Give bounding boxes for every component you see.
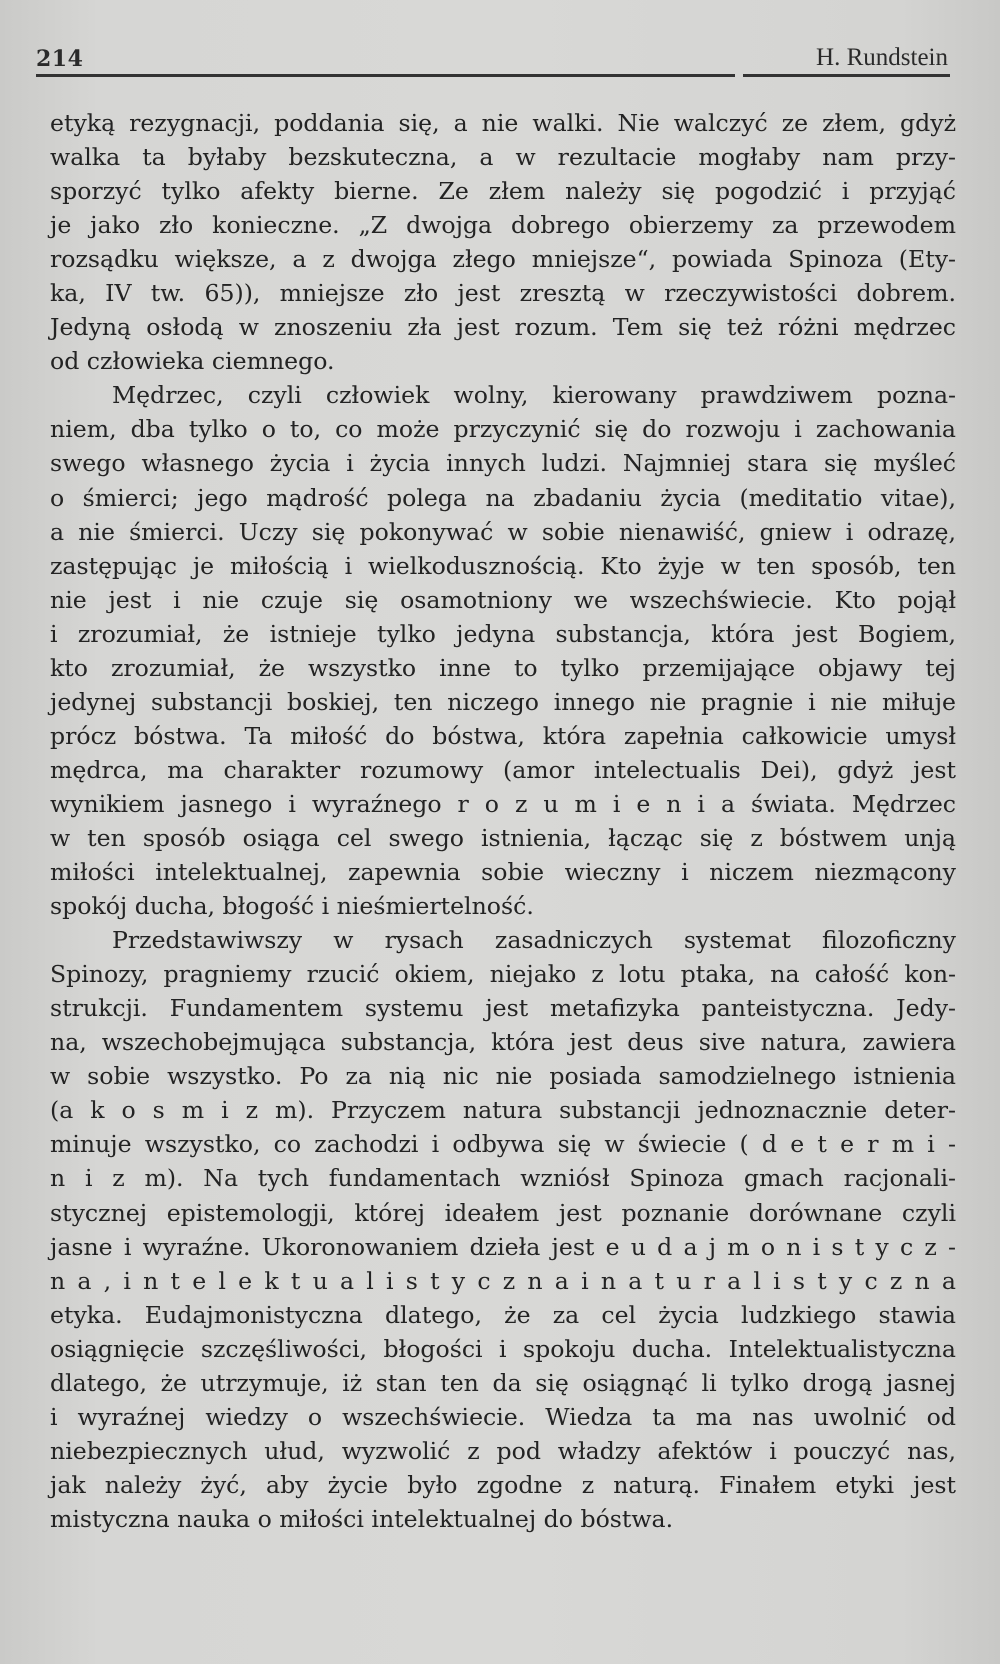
text-line: w sobie wszystko. Po za nią nic nie posiada samodzielnego istnienia [50, 1062, 956, 1091]
text-line: n a , i n t e l e k t u a l i s t y c z n a i n a t u r a l i s t y c z n a [50, 1266, 956, 1295]
text-line: i zrozumiał, że istnieje tylko jedyna substancja, która jest Bogiem, [50, 619, 956, 648]
text-line: miłości intelektualnej, zapewnia sobie wieczny i niczem niezmącony [50, 858, 956, 887]
paragraph [50, 923, 956, 1536]
text-line: mistyczna nauka o miłości intelektualnej do bóstwa. [50, 1504, 674, 1533]
text-line: jasne i wyraźne. Ukoronowaniem dzieła jest e u d a j m o n i s t y c z - [50, 1232, 956, 1261]
text-line: minuje wszystko, co zachodzi i odbywa się w świecie ( d e t e r m i - [50, 1130, 956, 1159]
paragraph [50, 106, 956, 378]
page-header [36, 42, 950, 78]
text-line: jedynej substancji boskiej, ten niczego innego nie pragnie i nie miłuje [50, 687, 956, 716]
text-line: zastępując je miłością i wielkodusznością. Kto żyje w ten sposób, ten [50, 551, 956, 580]
text-line: jak należy żyć, aby życie było zgodne z naturą. Finałem etyki jest [50, 1470, 956, 1499]
header-rule [36, 74, 950, 77]
text-line: je jako zło konieczne. „Z dwojga dobrego obierzemy za przewodem [50, 211, 956, 240]
text-line: stycznej epistemologji, której ideałem jest poznanie dorównane czyli [50, 1198, 956, 1227]
text-line: w ten sposób osiąga cel swego istnienia, łącząc się z bóstwem unją [50, 823, 956, 852]
text-line: wynikiem jasnego i wyraźnego r o z u m i e n i a świata. Mędrzec [50, 789, 956, 818]
text-line: n i z m). Na tych fundamentach wzniósł Spinoza gmach racjonali- [50, 1164, 956, 1193]
text-line: niebezpiecznych ułud, wyzwolić z pod władzy afektów i pouczyć nas, [50, 1436, 956, 1465]
text-line: nie jest i nie czuje się osamotniony we wszechświecie. Kto pojął [50, 585, 956, 614]
text-line: o śmierci; jego mądrość polega na zbadaniu życia (meditatio vitae), [50, 483, 956, 512]
text-line: swego własnego życia i życia innych ludzi. Najmniej stara się myśleć [50, 449, 956, 478]
running-head: H. Rundstein [816, 44, 948, 71]
text-line: Jedyną osłodą w znoszeniu zła jest rozum. Tem się też różni mędrzec [50, 313, 956, 342]
text-line: i wyraźnej wiedzy o wszechświecie. Wiedza ta ma nas uwolnić od [50, 1402, 956, 1431]
text-line: na, wszechobejmująca substancja, która jest deus sive natura, zawiera [50, 1028, 956, 1057]
text-line: walka ta byłaby bezskuteczna, a w rezultacie mogłaby nam przy- [50, 143, 956, 172]
text-line: kto zrozumiał, że wszystko inne to tylko przemijające objawy tej [50, 653, 956, 682]
text-line: etyka. Eudajmonistyczna dlatego, że za cel życia ludzkiego stawia [50, 1300, 956, 1329]
page-number: 214 [36, 46, 84, 72]
body-text [50, 106, 956, 1536]
text-line: ka, IV tw. 65)), mniejsze zło jest zresztą w rzeczywistości dobrem. [50, 279, 956, 308]
text-line: prócz bóstwa. Ta miłość do bóstwa, która zapełnia całkowicie umysł [50, 721, 956, 750]
text-line: spokój ducha, błogość i nieśmiertelność. [50, 892, 534, 921]
text-line: od człowieka ciemnego. [50, 347, 335, 376]
text-line: dlatego, że utrzymuje, iż stan ten da się osiągnąć li tylko drogą jasnej [50, 1368, 956, 1397]
text-line: niem, dba tylko o to, co może przyczynić się do rozwoju i zachowania [50, 415, 956, 444]
text-line: mędrca, ma charakter rozumowy (amor intelectualis Dei), gdyż jest [50, 755, 956, 784]
paragraph [50, 378, 956, 923]
text-line: osiągnięcie szczęśliwości, błogości i spokoju ducha. Intelektualistyczna [50, 1334, 956, 1363]
text-line: rozsądku większe, a z dwojga złego mniejsze“, powiada Spinoza (Ety- [50, 245, 956, 274]
text-line: Przedstawiwszy w rysach zasadniczych systemat filozoficzny [112, 926, 956, 955]
text-line: sporzyć tylko afekty bierne. Ze złem należy się pogodzić i przyjąć [50, 177, 956, 206]
text-line: Mędrzec, czyli człowiek wolny, kierowany prawdziwem pozna- [112, 381, 956, 410]
text-line: strukcji. Fundamentem systemu jest metafizyka panteistyczna. Jedy- [50, 994, 956, 1023]
text-line: (a k o s m i z m). Przyczem natura substancji jednoznacznie deter- [50, 1096, 956, 1125]
text-line: a nie śmierci. Uczy się pokonywać w sobie nienawiść, gniew i odrazę, [50, 517, 956, 546]
text-line: etyką rezygnacji, poddania się, a nie walki. Nie walczyć ze złem, gdyż [50, 109, 956, 137]
text-line: Spinozy, pragniemy rzucić okiem, niejako z lotu ptaka, na całość kon- [50, 960, 956, 989]
